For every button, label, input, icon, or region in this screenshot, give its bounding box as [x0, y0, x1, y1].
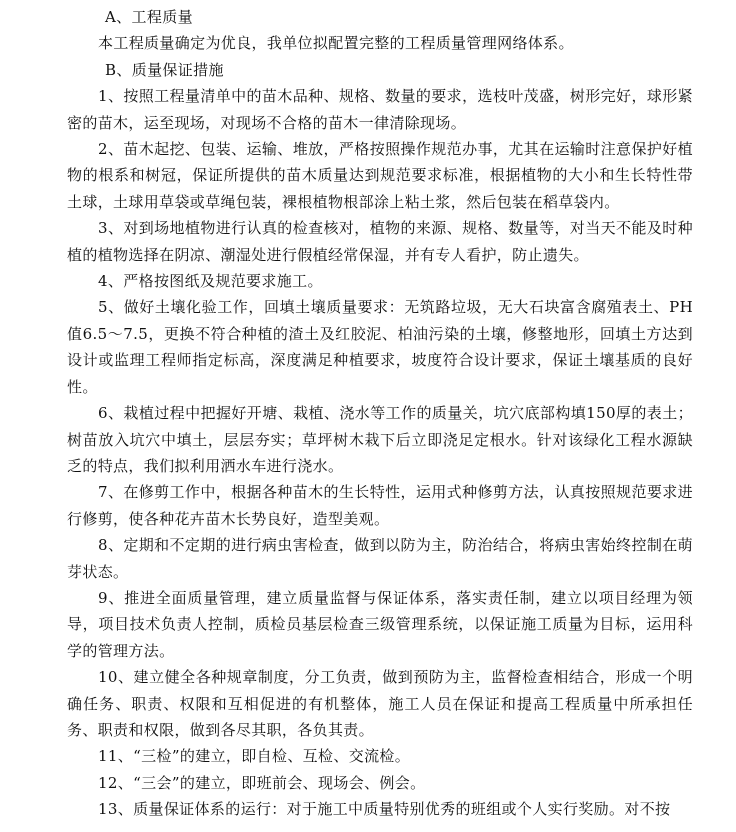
paragraph-item-1: 1、按照工程量清单中的苗木品种、规格、数量的要求，选枝叶茂盛，树形完好，球形紧密的苗木，运至现场，对现场不合格的苗木一律清除现场。: [67, 87, 693, 132]
paragraph-item-5: 5、做好土壤化验工作，回填土壤质量要求：无筑路垃圾，无大石块富含腐殖表土、PH值6.5～7.5，更换不符合种植的渣土及红胶泥、柏油污染的土壤，修整地形，回填土方达到设计或监理工程师指定标高，深度满足种植要求，坡度符合设计要求，保证土壤基质的良好性。: [67, 298, 693, 396]
paragraph-item-9: 9、推进全面质量管理，建立质量监督与保证体系，落实责任制，建立以项目经理为领导，项目技术负责人控制，质检员基层检查三级管理系统，以保证施工质量为目标，运用科学的管理方法。: [67, 588, 693, 660]
paragraph-item-11: 11、“三检”的建立，即自检、互检、交流检。: [98, 747, 411, 766]
document-body: [67, 4, 693, 823]
paragraph-item-8: 8、定期和不定期的进行病虫害检查，做到以防为主，防治结合，将病虫害始终控制在萌芽状态。: [67, 536, 693, 581]
paragraph-item-13: 13、质量保证体系的运行：对于施工中质量特别优秀的班组或个人实行奖励。对不按: [98, 800, 671, 819]
paragraph-quality-goal: 本工程质量确定为优良，我单位拟配置完整的工程质量管理网络体系。: [98, 34, 574, 53]
section-heading-measures: B、质量保证措施: [105, 60, 224, 79]
paragraph-item-4: 4、严格按图纸及规范要求施工。: [98, 272, 323, 291]
paragraph-item-12: 12、“三会”的建立，即班前会、现场会、例会。: [98, 773, 426, 792]
paragraph-item-2: 2、苗木起挖、包装、运输、堆放，严格按照操作规范办事，尤其在运输时注意保护好植物的根系和树冠，保证所提供的苗木质量达到规范要求标准，根据植物的大小和生长特性带土球，土球用草袋或草绳包装，裸根植物根部涂上粘土浆，然后包装在稻草袋内。: [67, 140, 693, 211]
paragraph-item-10: 10、建立健全各种规章制度，分工负责，做到预防为主，监督检查相结合，形成一个明确任务、职责、权限和互相促进的有机整体，施工人员在保证和提高工程质量中所承担任务、职责和权限，做到各尽其职，各负其责。: [67, 668, 693, 739]
section-heading-quality: A、工程质量: [105, 8, 193, 26]
paragraph-item-3: 3、对到场地植物进行认真的检查核对，植物的来源、规格、数量等，对当天不能及时种植的植物选择在阴凉、潮湿处进行假植经常保湿，并有专人看护，防止遗失。: [67, 219, 693, 264]
paragraph-item-6: 6、栽植过程中把握好开塘、栽植、浇水等工作的质量关，坑穴底部构填150厚的表土；树苗放入坑穴中填土，层层夯实；草坪树木栽下后立即浇足定根水。针对该绿化工程水源缺乏的特点，我们拟利用洒水车进行浇水。: [67, 404, 693, 475]
paragraph-item-7: 7、在修剪工作中，根据各种苗木的生长特性，运用式种修剪方法，认真按照规范要求进行修剪，使各种花卉苗木长势良好，造型美观。: [67, 483, 693, 528]
